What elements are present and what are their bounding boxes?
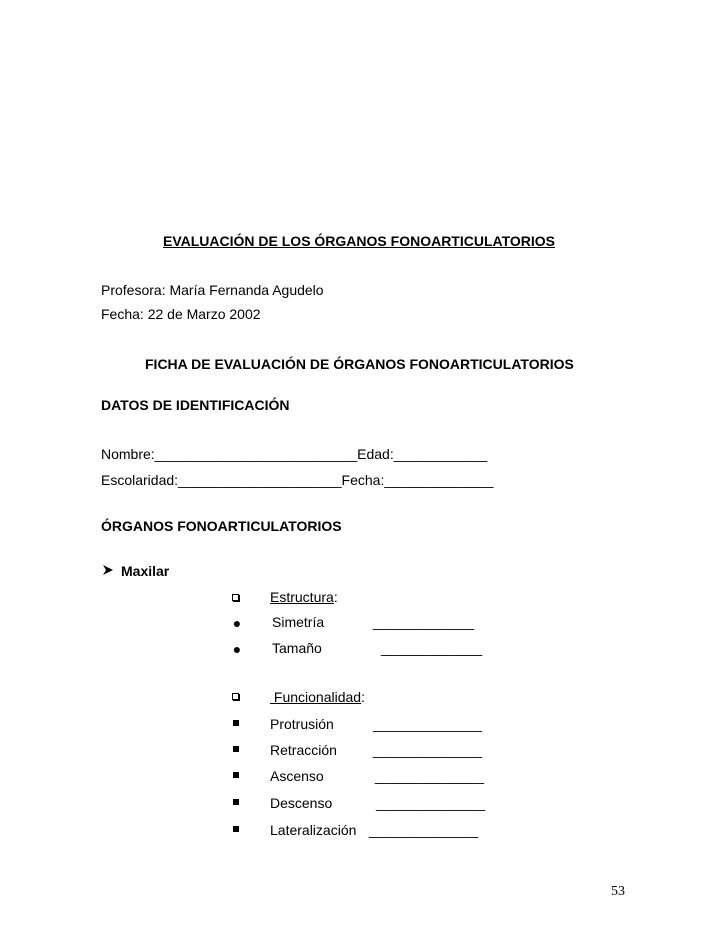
square-bullet-icon [233, 772, 239, 778]
function-item-name: Ascenso [270, 768, 324, 784]
square-bullet-icon [233, 799, 239, 805]
structure-item-name: Simetría [272, 614, 325, 630]
section-organs-heading: ÓRGANOS FONOARTICULATORIOS [101, 518, 342, 534]
maxilar-label: Maxilar [121, 563, 170, 579]
function-item-blank: ______________ [369, 822, 479, 838]
section-identification-heading: DATOS DE IDENTIFICACIÓN [101, 397, 290, 413]
function-item-blank: ______________ [373, 716, 483, 732]
function-heading: Funcionalidad: [270, 689, 365, 705]
square-bullet-icon [233, 720, 239, 726]
main-title: EVALUACIÓN DE LOS ÓRGANOS FONOARTICULATORIOS [163, 233, 556, 249]
structure-item-name: Tamaño [272, 640, 322, 656]
date-line: Fecha: 22 de Marzo 2002 [101, 306, 261, 322]
function-item-blank: ______________ [376, 795, 486, 811]
form-title: FICHA DE EVALUACIÓN DE ÓRGANOS FONOARTICULATORIOS [145, 356, 574, 372]
structure-item-blank: _____________ [381, 640, 483, 656]
function-item-blank: ______________ [375, 768, 485, 784]
square-bullet-icon [233, 746, 239, 752]
checkbox-bullet-icon [232, 594, 239, 601]
schooling-date-line: Escolaridad:_____________________Fecha:______________ [101, 472, 494, 488]
dot-bullet-icon: ● [232, 641, 242, 657]
function-item-name: Protrusión [270, 716, 334, 732]
square-bullet-icon [233, 826, 239, 832]
function-item-name: Lateralización [270, 822, 357, 838]
teacher-line: Profesora: María Fernanda Agudelo [101, 282, 324, 298]
structure-heading: Estructura: [270, 589, 338, 605]
function-item-name: Descenso [270, 795, 333, 811]
checkbox-bullet-icon [232, 693, 239, 700]
structure-item-blank: _____________ [373, 614, 475, 630]
function-item-blank: ______________ [373, 742, 483, 758]
dot-bullet-icon: ● [232, 615, 242, 631]
arrow-bullet-icon [102, 564, 114, 576]
page-number: 53 [611, 884, 625, 899]
function-item-name: Retracción [270, 742, 337, 758]
name-age-line: Nombre:__________________________Edad:____________ [101, 446, 488, 462]
